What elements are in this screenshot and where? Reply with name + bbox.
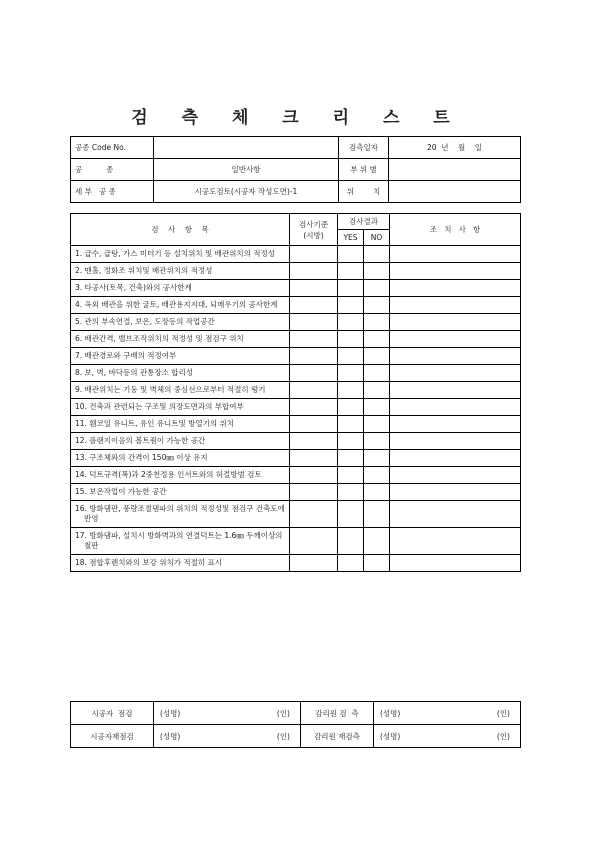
location-value[interactable] [389, 159, 521, 181]
criteria-cell[interactable] [290, 528, 338, 555]
checklist-item [71, 433, 290, 450]
yes-cell[interactable] [338, 416, 364, 433]
criteria-cell[interactable] [290, 450, 338, 467]
yes-cell[interactable] [338, 348, 364, 365]
result-header: 검사결과 [338, 214, 390, 230]
criteria-header-line1: 검사기준 [299, 219, 328, 229]
no-cell[interactable] [364, 246, 390, 263]
action-cell[interactable] [390, 382, 521, 399]
criteria-cell[interactable] [290, 501, 338, 528]
no-cell[interactable] [364, 365, 390, 382]
action-cell[interactable] [390, 246, 521, 263]
date-label: 검측일자 [339, 137, 389, 159]
yes-cell[interactable] [338, 246, 364, 263]
action-cell[interactable] [390, 331, 521, 348]
action-cell[interactable] [390, 484, 521, 501]
work-label: 공 종 [71, 159, 154, 181]
seal-placeholder: (인) [496, 708, 510, 718]
checklist-item [71, 399, 290, 416]
table-row [71, 450, 521, 467]
criteria-cell[interactable] [290, 416, 338, 433]
criteria-cell[interactable] [290, 365, 338, 382]
yes-cell[interactable] [338, 484, 364, 501]
checklist-item-text: 5. 관의 부속연결, 보온, 도장등의 작업공간 [75, 317, 215, 326]
criteria-header [290, 214, 338, 246]
location-label: 부 위 별 [339, 159, 389, 181]
checklist-item-text: 17. 방화댐파, 설치시 방화벽과의 연결덕트는 1.6㎜ 두께이상의 철판 [75, 531, 283, 550]
no-cell[interactable] [364, 263, 390, 280]
table-row [71, 528, 521, 555]
checklist-table [70, 213, 521, 572]
no-header: NO [364, 230, 390, 246]
checklist-item [71, 331, 290, 348]
code-label: 공종 Code No. [71, 137, 154, 159]
criteria-cell[interactable] [290, 246, 338, 263]
checklist-item [71, 555, 290, 572]
checklist-item [71, 263, 290, 280]
no-cell[interactable] [364, 484, 390, 501]
criteria-cell[interactable] [290, 467, 338, 484]
code-value[interactable] [154, 137, 339, 159]
criteria-cell[interactable] [290, 484, 338, 501]
table-row [71, 348, 521, 365]
action-cell[interactable] [390, 528, 521, 555]
detail-value[interactable]: 시공도검토(시공자 작성도면)-1 [154, 181, 339, 203]
table-row [71, 555, 521, 572]
yes-cell[interactable] [338, 263, 364, 280]
checklist-item [71, 528, 290, 555]
criteria-cell[interactable] [290, 280, 338, 297]
action-cell[interactable] [390, 555, 521, 572]
yes-cell[interactable] [338, 331, 364, 348]
criteria-cell[interactable] [290, 263, 338, 280]
checklist-item [71, 501, 290, 528]
checklist-item-text: 11. 휀코일 유니트, 유인 유니트및 방열기의 위치 [75, 419, 235, 428]
supervisor-reinspect-sign[interactable] [374, 725, 521, 748]
criteria-cell[interactable] [290, 314, 338, 331]
checklist-item-text: 18. 점합후렌치와의 보강 위치가 적절히 표시 [75, 558, 223, 567]
yes-cell[interactable] [338, 555, 364, 572]
yes-cell[interactable] [338, 280, 364, 297]
checklist-item [71, 382, 290, 399]
yes-cell[interactable] [338, 382, 364, 399]
position-label: 위 치 [339, 181, 389, 203]
checklist-item [71, 484, 290, 501]
seal-placeholder: (인) [276, 708, 290, 718]
name-placeholder: (성명) [380, 708, 401, 718]
action-cell[interactable] [390, 280, 521, 297]
info-table [70, 136, 521, 203]
table-row [71, 399, 521, 416]
checklist-item [71, 246, 290, 263]
yes-cell[interactable] [338, 501, 364, 528]
table-row [71, 433, 521, 450]
table-row [71, 484, 521, 501]
name-placeholder: (성명) [380, 731, 401, 741]
name-placeholder: (성명) [160, 731, 181, 741]
no-cell[interactable] [364, 280, 390, 297]
yes-cell[interactable] [338, 399, 364, 416]
yes-cell[interactable] [338, 314, 364, 331]
checklist-item [71, 467, 290, 484]
action-cell[interactable] [390, 467, 521, 484]
criteria-cell[interactable] [290, 331, 338, 348]
action-cell[interactable] [390, 314, 521, 331]
checklist-item [71, 280, 290, 297]
checklist-item-text: 14. 덕트규격(폭)과 2중천정용 인서트와의 허걸방범 검토 [75, 470, 262, 479]
page-title: 검 측 체 크 리 스 트 [131, 108, 464, 128]
criteria-header-line2: (시방) [303, 230, 324, 240]
checklist-item-text: 16. 방화댐판, 풍량조절댐파의 위치의 적정성및 점검구 건축도에 반영 [75, 504, 285, 523]
supervisor-inspect-label: 감리원 검 측 [301, 702, 374, 725]
table-row [71, 263, 521, 280]
checklist-item [71, 416, 290, 433]
no-cell[interactable] [364, 528, 390, 555]
no-cell[interactable] [364, 382, 390, 399]
criteria-cell[interactable] [290, 433, 338, 450]
supervisor-reinspect-label: 감리원 재검측 [301, 725, 374, 748]
no-cell[interactable] [364, 314, 390, 331]
yes-cell[interactable] [338, 467, 364, 484]
action-cell[interactable] [390, 365, 521, 382]
action-cell[interactable] [390, 416, 521, 433]
checklist-item-text: 8. 보, 벽, 바닥등의 관통장소 합리성 [75, 368, 194, 377]
no-cell[interactable] [364, 467, 390, 484]
checklist-item-text: 10. 건축과 관련되는 구조및 의장도면과의 부합여부 [75, 402, 244, 411]
criteria-cell[interactable] [290, 555, 338, 572]
no-cell[interactable] [364, 501, 390, 528]
action-cell[interactable] [390, 297, 521, 314]
checklist-item [71, 365, 290, 382]
action-cell[interactable] [390, 501, 521, 528]
no-cell[interactable] [364, 348, 390, 365]
signoff-table [70, 701, 521, 748]
action-cell[interactable] [390, 433, 521, 450]
table-row [71, 382, 521, 399]
criteria-cell[interactable] [290, 297, 338, 314]
yes-cell[interactable] [338, 528, 364, 555]
no-cell[interactable] [364, 450, 390, 467]
detail-label: 세 부 공 종 [71, 181, 154, 203]
table-row [71, 467, 521, 484]
contractor-reinspect-label: 시공자재점검 [71, 725, 154, 748]
checklist-item-text: 15. 보온작업이 가능한 공간 [75, 487, 167, 496]
criteria-cell[interactable] [290, 399, 338, 416]
yes-cell[interactable] [338, 365, 364, 382]
criteria-cell[interactable] [290, 382, 338, 399]
seal-placeholder: (인) [496, 731, 510, 741]
yes-header: YES [338, 230, 364, 246]
table-row [71, 416, 521, 433]
table-row [71, 246, 521, 263]
checklist-item [71, 297, 290, 314]
no-cell[interactable] [364, 399, 390, 416]
action-cell[interactable] [390, 263, 521, 280]
table-row [71, 297, 521, 314]
action-cell[interactable] [390, 450, 521, 467]
checklist-item-text: 4. 옥외 배관을 위한 굴토, 배관용지지대, 되메우기의 공사한계 [75, 300, 278, 309]
action-cell[interactable] [390, 399, 521, 416]
checklist-item-text: 13. 구조체와의 간격이 150㎜ 이상 유지 [75, 453, 208, 462]
checklist-item-text: 12. 플랜지이음의 볼트죔이 가능한 공간 [75, 436, 206, 445]
contractor-inspect-sign[interactable] [154, 702, 301, 725]
table-row [71, 331, 521, 348]
no-cell[interactable] [364, 433, 390, 450]
checklist-item-text: 2. 맨홀, 정화조 위치및 배관위치의 적정성 [75, 266, 213, 275]
checklist-body [71, 246, 521, 572]
seal-placeholder: (인) [276, 731, 290, 741]
table-row [71, 314, 521, 331]
checklist-item-text: 3. 타공사(토목, 건축)와의 공사한계 [75, 283, 192, 292]
contractor-reinspect-sign[interactable] [154, 725, 301, 748]
work-value[interactable]: 일반사항 [154, 159, 339, 181]
contractor-inspect-label: 시공자 점검 [71, 702, 154, 725]
yes-cell[interactable] [338, 433, 364, 450]
criteria-cell[interactable] [290, 348, 338, 365]
table-row [71, 280, 521, 297]
no-cell[interactable] [364, 331, 390, 348]
name-placeholder: (성명) [160, 708, 181, 718]
yes-cell[interactable] [338, 450, 364, 467]
no-cell[interactable] [364, 416, 390, 433]
checklist-item [71, 450, 290, 467]
checklist-item-text: 9. 배관위치는 기둥 및 벽체의 중심선으로부터 적절히 떵기 [75, 385, 266, 394]
checklist-item-text: 6. 배관간격, 밸브조작위치의 적정성 및 점검구 위치 [75, 334, 244, 343]
yes-cell[interactable] [338, 297, 364, 314]
supervisor-inspect-sign[interactable] [374, 702, 521, 725]
item-header: 검 사 항 목 [71, 214, 290, 246]
position-value[interactable] [389, 181, 521, 203]
no-cell[interactable] [364, 555, 390, 572]
checklist-item [71, 314, 290, 331]
no-cell[interactable] [364, 297, 390, 314]
checklist-item-text: 7. 배관경로와 구배의 적정여부 [75, 351, 177, 360]
action-header: 조 치 사 항 [390, 214, 521, 246]
checklist-item [71, 348, 290, 365]
checklist-item-text: 1. 급수, 급탕, 가스 미터기 등 설치위치 및 배관위치의 적정성 [75, 249, 276, 258]
table-row [71, 501, 521, 528]
action-cell[interactable] [390, 348, 521, 365]
date-value[interactable]: 20 년 월 일 [389, 137, 521, 159]
table-row [71, 365, 521, 382]
